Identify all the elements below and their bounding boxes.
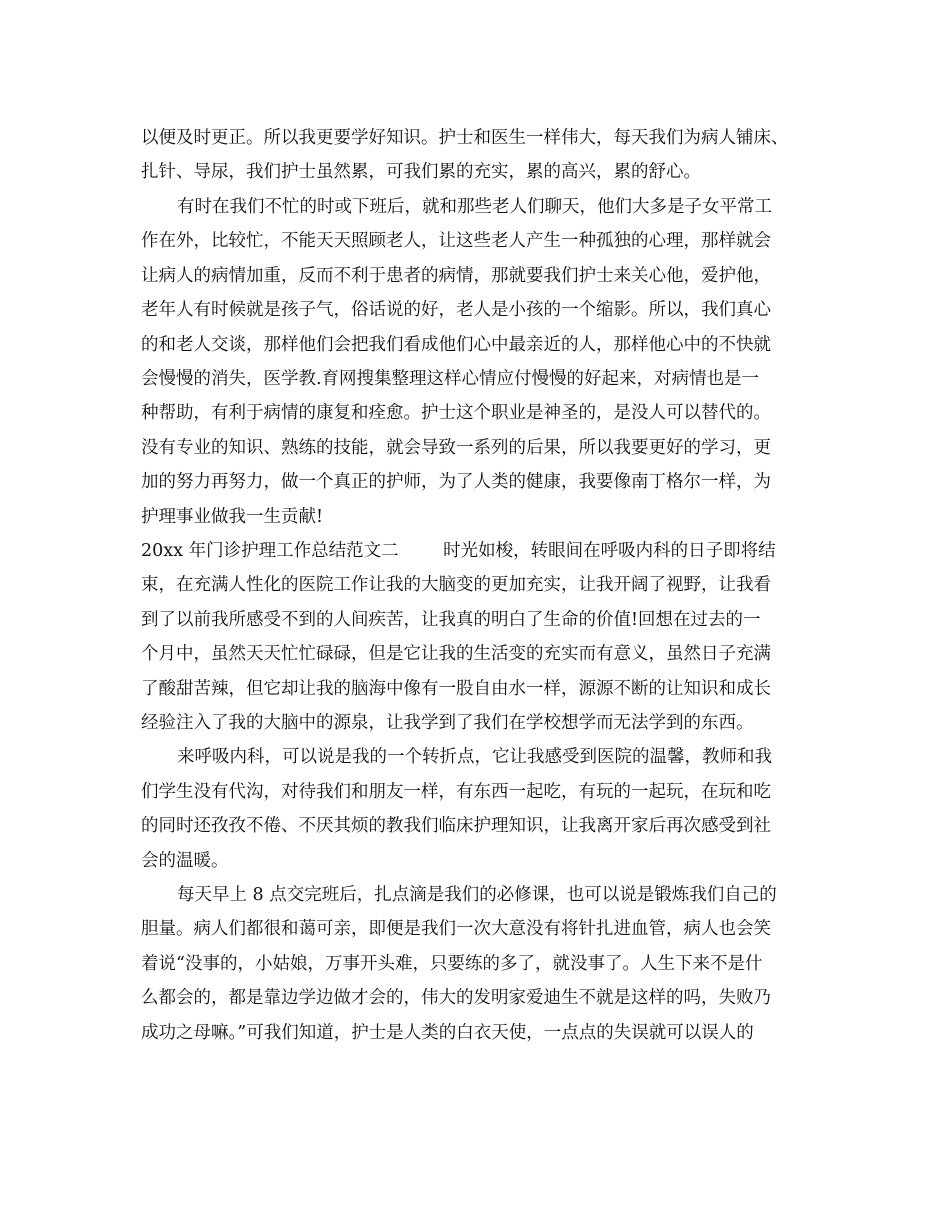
text-line: 了酸甜苦辣，但它却让我的脑海中像有一股自由水一样，源源不断的让知识和成长 (141, 679, 771, 699)
text-line: 加的努力再努力，做一个真正的护师，为了人类的健康，我要像南丁格尔一样，为 (141, 472, 771, 492)
text-line: 没有专业的知识、熟练的技能，就会导致一系列的后果，所以我要更好的学习，更 (141, 438, 771, 458)
text-line: 的和老人交谈，那样他们会把我们看成他们心中最亲近的人，那样他心中的不快就 (141, 335, 771, 355)
text-line: 的同时还孜孜不倦、不厌其烦的教我们临床护理知识，让我离开家后再次感受到社 (141, 816, 771, 836)
text-line: 束，在充满人性化的医院工作让我的大脑变的更加充实，让我开阔了视野，让我看 (141, 575, 771, 595)
text-line: 种帮助，有利于病情的康复和痊愈。护士这个职业是神圣的，是没人可以替代的。 (141, 403, 771, 423)
text-line: 以便及时更正。所以我更要学好知识。护士和医生一样伟大，每天我们为病人铺床、 (141, 128, 789, 148)
text-line: 让病人的病情加重，反而不利于患者的病情，那就要我们护士来关心他，爱护他， (141, 266, 771, 286)
text-line: 胆量。病人们都很和蔼可亲，即便是我们一次大意没有将针扎进血管，病人也会笑 (141, 919, 771, 939)
text-line: 着说“没事的，小姑娘，万事开头难，只要练的多了，就没事了。人生下来不是什 (141, 954, 763, 974)
paragraph-first-line: 每天早上 8 点交完班后，扎点滴是我们的必修课，也可以说是锻炼我们自己的 (177, 885, 777, 905)
text-line: 到了以前我所感受不到的人间疾苦，让我真的明白了生命的价值!回想在过去的一 (141, 610, 761, 630)
text-line: 们学生没有代沟，对待我们和朋友一样，有东西一起吃，有玩的一起玩，在玩和吃 (141, 782, 771, 802)
text-line: 护理事业做我一生贡献! (141, 507, 324, 527)
text-line: 老年人有时候就是孩子气，俗话说的好，老人是小孩的一个缩影。所以，我们真心 (141, 300, 771, 320)
text-line: 会慢慢的消失，医学教.育网搜集整理这样心情应付慢慢的好起来，对病情也是一 (141, 369, 760, 389)
text-line: 会的温暖。 (141, 851, 229, 871)
text-line: 个月中，虽然天天忙忙碌碌，但是它让我的生活变的充实而有意义，虽然日子充满 (141, 644, 771, 664)
section-heading-line: 20xx 年门诊护理工作总结范文二 时光如梭，转眼间在呼吸内科的日子即将结 (141, 541, 776, 561)
text-line: 么都会的，都是靠边学边做才会的，伟大的发明家爱迪生不就是这样的吗，失败乃 (141, 988, 771, 1008)
text-line: 成功之母嘛。”可我们知道，护士是人类的白衣天使，一点点的失误就可以误人的 (141, 1023, 754, 1043)
text-line: 经验注入了我的大脑中的源泉，让我学到了我们在学校想学而无法学到的东西。 (141, 713, 754, 733)
text-line: 作在外，比较忙，不能天天照顾老人，让这些老人产生一种孤独的心理，那样就会 (141, 231, 771, 251)
paragraph-first-line: 有时在我们不忙的时或下班后，就和那些老人们聊天，他们大多是子女平常工 (177, 197, 772, 217)
text-line: 扎针、导尿，我们护士虽然累，可我们累的充实，累的高兴，累的舒心。 (141, 162, 701, 182)
paragraph-first-line: 来呼吸内科，可以说是我的一个转折点，它让我感受到医院的温馨，教师和我 (177, 747, 772, 767)
